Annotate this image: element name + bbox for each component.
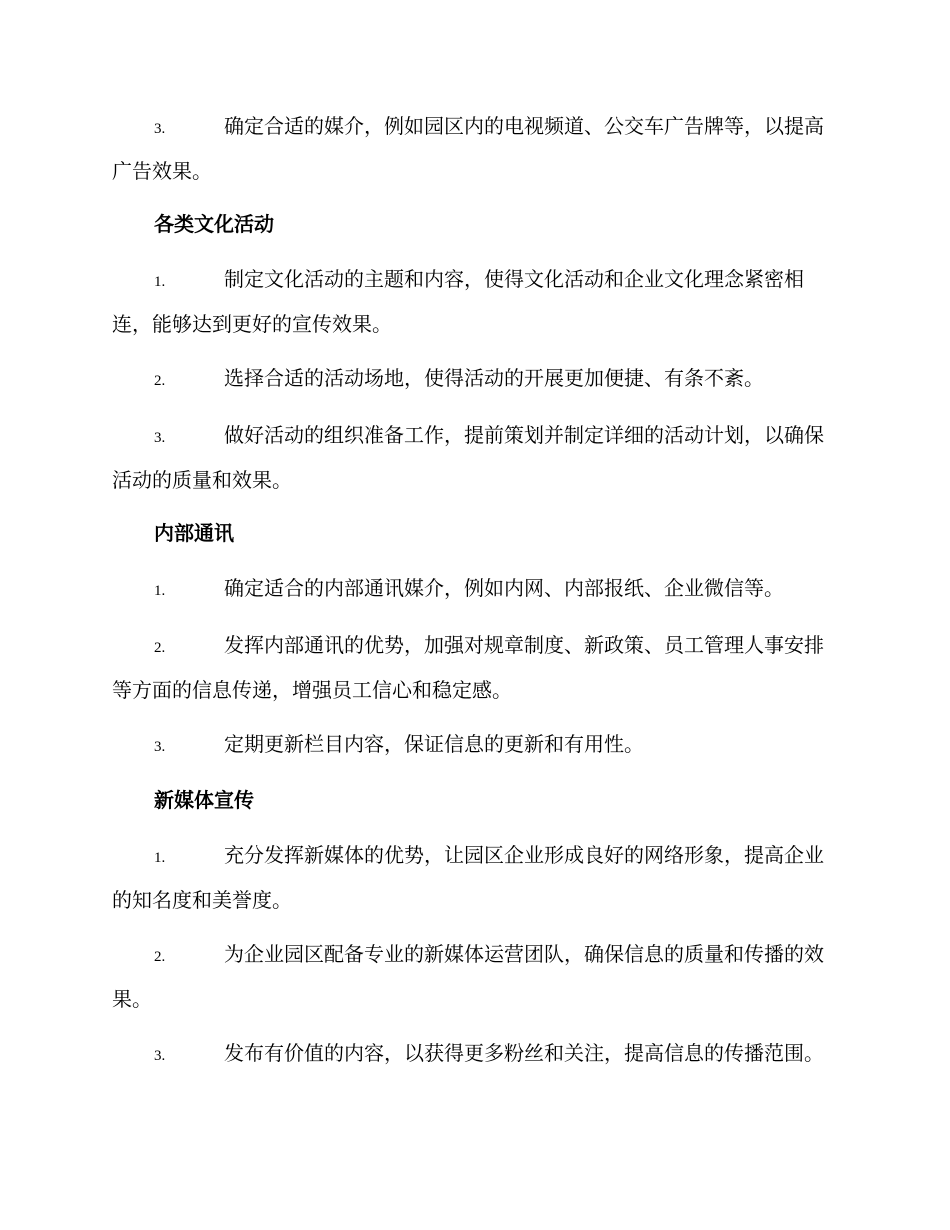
section-heading: 各类文化活动 xyxy=(154,212,274,236)
list-item xyxy=(112,414,834,501)
item-text: 定期更新栏目内容，保证信息的更新和有用性。 xyxy=(224,732,644,756)
list-item xyxy=(112,624,834,711)
item-number: 1. xyxy=(154,583,166,599)
item-number: 3. xyxy=(154,121,166,137)
document-content xyxy=(112,105,834,1089)
list-item xyxy=(112,834,834,921)
item-number: 2. xyxy=(154,949,166,965)
item-number: 2. xyxy=(154,373,166,389)
item-number: 3. xyxy=(154,739,166,755)
list-item xyxy=(112,357,834,402)
item-text: 确定合适的媒介，例如园区内的电视频道、公交车广告牌等，以提高广告效果。 xyxy=(112,114,824,183)
item-number: 1. xyxy=(154,274,166,290)
item-text: 为企业园区配备专业的新媒体运营团队，确保信息的质量和传播的效果。 xyxy=(112,942,824,1011)
list-item xyxy=(112,567,834,612)
item-number: 1. xyxy=(154,850,166,866)
item-number: 2. xyxy=(154,640,166,656)
section-heading: 内部通讯 xyxy=(154,521,234,545)
item-text: 充分发挥新媒体的优势，让园区企业形成良好的网络形象，提高企业的知名度和美誉度。 xyxy=(112,843,824,912)
item-text: 选择合适的活动场地，使得活动的开展更加便捷、有条不紊。 xyxy=(224,366,764,390)
item-number: 3. xyxy=(154,1048,166,1064)
item-text: 制定文化活动的主题和内容，使得文化活动和企业文化理念紧密相连，能够达到更好的宣传效果。 xyxy=(112,267,804,336)
section-heading: 新媒体宣传 xyxy=(154,788,254,812)
item-text: 做好活动的组织准备工作，提前策划并制定详细的活动计划，以确保活动的质量和效果。 xyxy=(112,423,824,492)
list-item xyxy=(112,1032,834,1077)
item-text: 确定适合的内部通讯媒介，例如内网、内部报纸、企业微信等。 xyxy=(224,576,784,600)
list-item xyxy=(112,258,834,345)
item-number: 3. xyxy=(154,430,166,446)
list-item xyxy=(112,933,834,1020)
item-text: 发布有价值的内容，以获得更多粉丝和关注，提高信息的传播范围。 xyxy=(224,1041,824,1065)
item-text: 发挥内部通讯的优势，加强对规章制度、新政策、员工管理人事安排等方面的信息传递，增强员工信心和稳定感。 xyxy=(112,633,824,702)
list-item xyxy=(112,105,834,192)
list-item xyxy=(112,723,834,768)
